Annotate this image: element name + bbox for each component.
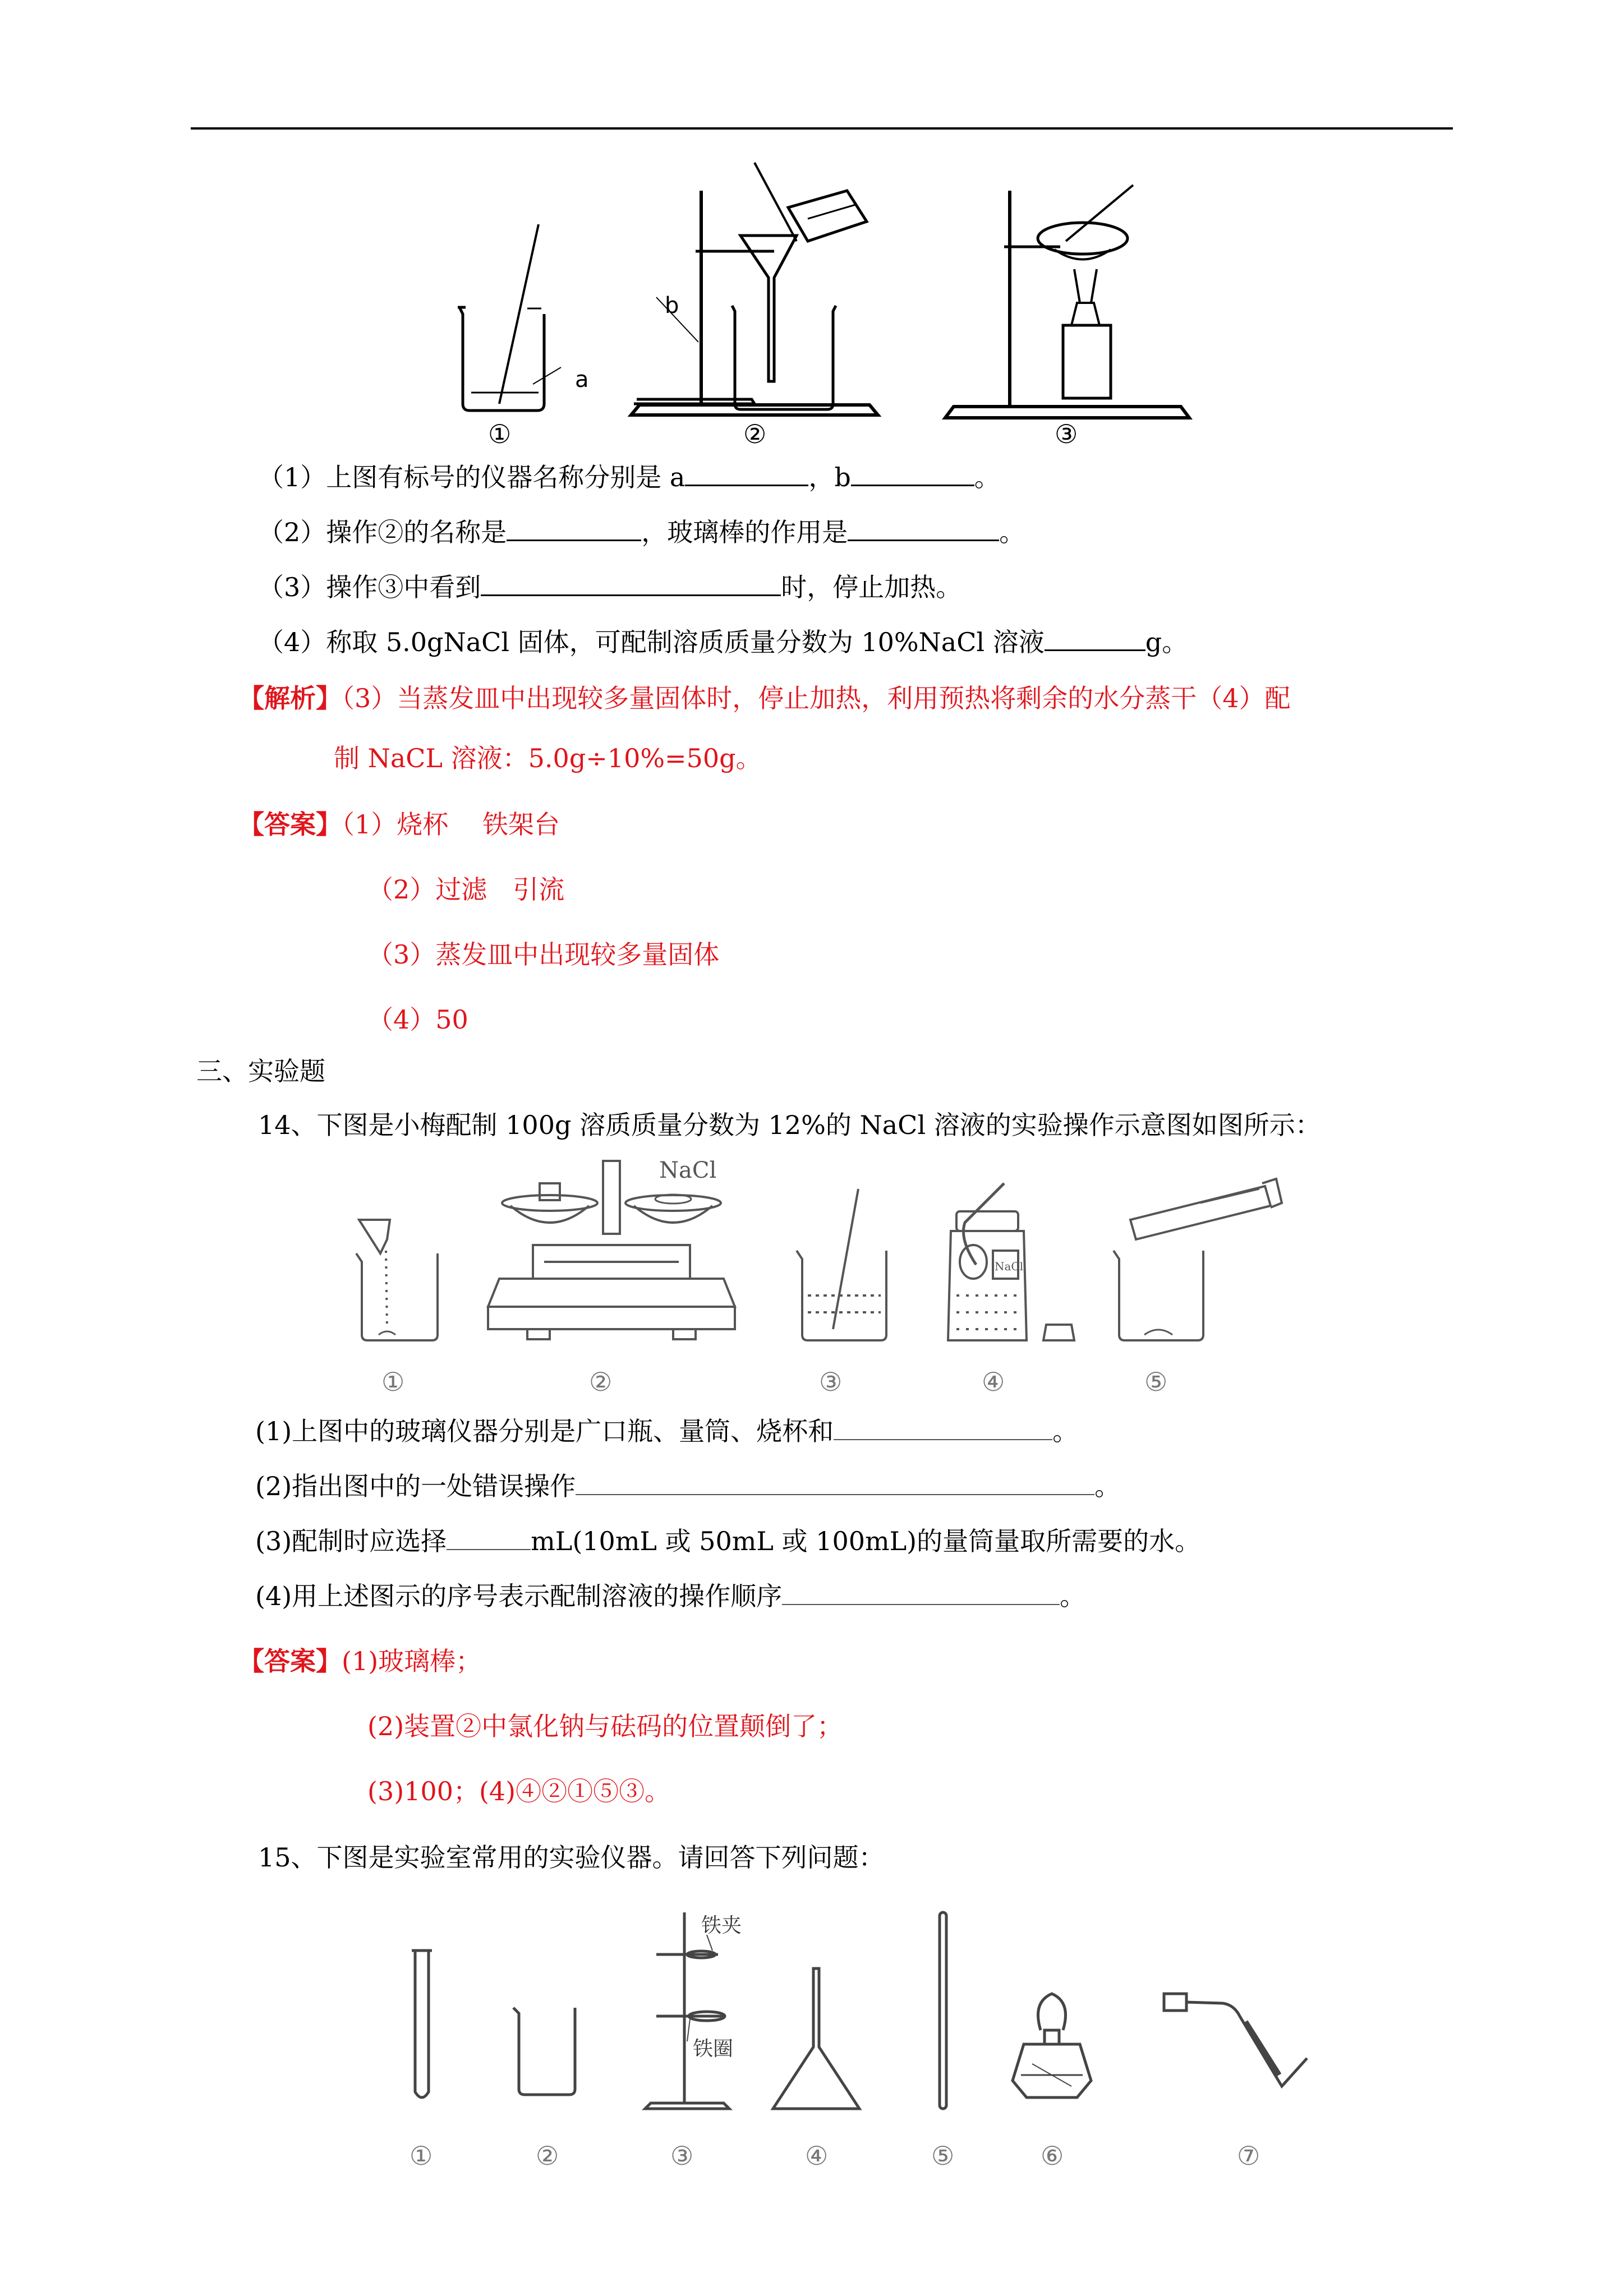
fig2-caption-4: ④ [982,1367,1005,1397]
fig2-caption-5: ⑤ [1144,1367,1168,1397]
iron-clamp-label: 铁夹 [701,1914,742,1937]
fig1-caption-1: ① [488,419,512,449]
iron-stand-icon [645,1912,729,2109]
filtration-setup-icon [631,163,878,415]
iron-ring-label: 铁圈 [693,2037,734,2060]
fig3-caption-5: ⑤ [931,2141,955,2171]
fig3-caption-7: ⑦ [1237,2141,1260,2171]
q14-stem: 14、下图是小梅配制 100g 溶质质量分数为 12%的 NaCl 溶液的实验操作示意图如图所示： [258,1110,1321,1140]
section-title: 三、实验题 [196,1056,325,1086]
evaporation-setup-icon [945,185,1189,418]
label-b: b [665,293,679,319]
measuring-cylinder-pouring-icon [1114,1179,1282,1340]
bent-tube-stopper-icon [1164,1994,1307,2086]
balance-scale-icon [488,1161,735,1339]
q14-sub1: (1)上图中的玻璃仪器分别是广口瓶、量筒、烧杯和 。 [255,1414,1078,1448]
alcohol-lamp-icon [1013,1994,1091,2097]
q13-answer-4: （4）50 [367,1004,468,1035]
glass-rod-icon [940,1912,946,2109]
fig3-caption-6: ⑥ [1041,2141,1064,2171]
q13-sub1: （1）上图有标号的仪器名称分别是 a ，b 。 [258,460,1000,494]
q13-answer-2: （2）过滤 引流 [367,874,565,905]
fig2-caption-1: ① [381,1367,405,1397]
fig1-caption-2: ② [743,419,767,449]
q14-answer-1: 【答案】(1)玻璃棒； [238,1646,482,1676]
q13-answer-1: 【答案】（1）烧杯 铁架台 [238,809,560,840]
fig1-caption-3: ③ [1055,419,1078,449]
beaker-with-rod-icon [458,224,561,411]
q13-sub2: （2）操作②的名称是 ，玻璃棒的作用是 。 [258,515,1025,549]
small-beaker-icon [513,2008,575,2095]
funnel-icon [773,1968,859,2109]
q14-sub2: (2)指出图中的一处错误操作 。 [255,1469,1120,1503]
nacl-label: NaCl [659,1158,717,1183]
q15-figure [387,1901,1352,2204]
q14-sub4: (4)用上述图示的序号表示配制溶液的操作顺序 。 [255,1579,1085,1613]
fig3-caption-3: ③ [670,2141,694,2171]
q14-answer-3: (3)100；(4)④②①⑤③。 [367,1776,671,1806]
fig3-caption-2: ② [536,2141,559,2171]
q13-sub4: （4）称取 5.0gNaCl 固体，可配制溶质质量分数为 10%NaCl 溶液 g。 [258,625,1188,659]
q13-sub3: （3）操作③中看到 时，停止加热。 [258,570,961,604]
beaker-stirring-icon [797,1189,886,1340]
fig2-caption-2: ② [589,1367,613,1397]
q14-answer-2: (2)装置②中氯化钠与砝码的位置颠倒了； [367,1711,843,1741]
q13-analysis-line2: 制 NaCL 溶液：5.0g÷10%=50g。 [334,743,762,773]
header-rule [191,127,1453,130]
q13-figure [438,157,1200,449]
label-a: a [575,367,589,393]
fig3-caption-4: ④ [805,2141,829,2171]
beaker-pouring-icon [356,1220,438,1340]
test-tube-icon [415,1952,429,2097]
q14-sub3: (3)配制时应选择 mL(10mL 或 50mL 或 100mL)的量筒量取所需要的水。 [255,1524,1200,1558]
q14-figure [348,1150,1346,1396]
fig2-caption-3: ③ [819,1367,843,1397]
q13-analysis-line1: 【解析】（3）当蒸发皿中出现较多量固体时，停止加热，利用预热将剩余的水分蒸干（4）配 [238,683,1291,713]
q15-stem: 15、下图是实验室常用的实验仪器。请回答下列问题： [258,1842,885,1873]
q13-answer-3: （3）蒸发皿中出现较多量固体 [367,939,720,970]
bottle-label: NaCl [995,1260,1024,1273]
fig3-caption-1: ① [410,2141,433,2171]
